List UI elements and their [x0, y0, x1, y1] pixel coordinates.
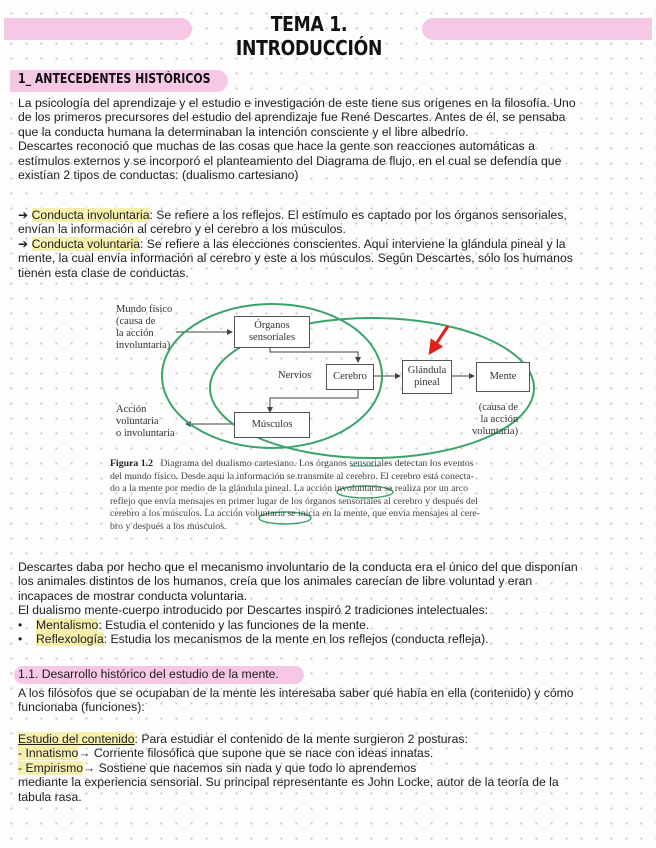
text-line: mente, la cual envía información al cerebro y este a los músculos. Según Descartes, sólo los humanos [18, 251, 573, 266]
text-span: : Se refiere a las elecciones conscientes. Aquí interviene la glándula pineal y la [140, 236, 566, 251]
text-line: tabula rasa. [18, 789, 82, 804]
text-span: : Para estudiar el contenido de la mente surgieron 2 posturas: [134, 732, 468, 746]
title-bar [4, 8, 652, 60]
text-line: del mundo físico. Desde aquí la información se transmite al cerebro. El cerebro está conecta- [110, 470, 474, 482]
tradition-term: Reflexología [36, 632, 104, 647]
section-heading-text: 1_ ANTECEDENTES HISTÓRICOS [18, 72, 211, 87]
innatismo-term: - Innatismo [18, 746, 79, 761]
conduct-types [18, 208, 638, 280]
tradition-term: Mentalismo [36, 617, 99, 632]
text-line: Descartes daba por hecho que el mecanismo involuntario de la conducta era el único del que disponían [18, 560, 578, 574]
text-line: El dualismo mente-cuerpo introducido por Descartes inspiró 2 tradiciones intelectuales: [18, 603, 489, 618]
label-accion [116, 404, 175, 440]
subsection-paragraph [18, 686, 638, 715]
text-line: Glándula [407, 365, 447, 376]
voluntary-term: Conducta voluntaria [31, 236, 141, 251]
text-line: Mundo físico [116, 304, 173, 315]
text-line: existían 2 tipos de conductas: (dualismo cartesiano) [18, 168, 299, 183]
contenido-paragraph [18, 732, 638, 804]
label-mundo-fisico [116, 304, 172, 352]
text-line: bro y después a los músculos. [110, 520, 227, 532]
label-nervios: Nervios [278, 370, 312, 381]
text-line: de los primeros precursores del estudio del aprendizaje fue René Descartes. Antes de él, se pensaba [18, 110, 566, 125]
subsection-heading-text: 1.1. Desarrollo histórico del estudio de la mente. [18, 667, 279, 681]
section-heading [10, 70, 228, 92]
cartesian-dualism-figure [110, 302, 540, 542]
text-span: : Estudia los mecanismos de la mente en los reflejos (conducta refleja). [103, 632, 489, 647]
list-item [18, 632, 638, 646]
box-cerebro: Cerebro [326, 364, 374, 390]
text-line: involuntaria) [116, 340, 171, 351]
page-title: TEMA 1. INTRODUCCIÓN [235, 12, 383, 60]
text-span: Diagrama del dualismo cartesiano. Los órganos sensoriales detectan los eventos [160, 458, 474, 469]
text-line: A los filósofos que se ocupaban de la mente les interesaba saber qué había en ella (contenido) y cómo [18, 686, 574, 700]
text-line: cerebro a los músculos. La acción voluntaria se inicia en la mente, que envía mensajes al cere- [110, 508, 480, 520]
text-line: que la conducta humana la determinaban la intención consciente y el libre albedrío. [18, 124, 469, 139]
involuntary-term: Conducta involuntaria [31, 208, 150, 222]
title-highlight-right [422, 18, 652, 40]
text-line: mediante la experiencia sensorial. Su principal representante es John Locke, autor de la teoría de la [18, 775, 559, 790]
text-line: la acción [116, 328, 154, 339]
text-line: envían la información al cerebro y el cerebro a los músculos. [18, 222, 346, 237]
figure-caption [110, 458, 540, 534]
box-organos-sensoriales [234, 316, 310, 348]
text-line: pineal [414, 377, 440, 388]
list-item [18, 618, 638, 632]
text-line: sensoriales [248, 332, 296, 343]
red-arrow-icon [432, 326, 448, 350]
label-causa-voluntaria [472, 402, 518, 438]
text-span: → Sostiene que nacemos sin nada y que todo lo aprendemos [83, 760, 417, 775]
text-line: (causa de [116, 316, 156, 327]
caption-label: Figura 1.2 [110, 458, 153, 469]
text-line: (causa de [478, 402, 519, 413]
text-line: funcionaba (funciones): [18, 700, 145, 715]
text-line: do a la mente por medio de la glándula pineal. La acción involuntaria se realiza por un arco [110, 483, 468, 495]
after-figure-paragraph [18, 560, 638, 646]
box-musculos: Músculos [234, 412, 310, 438]
text-line: voluntaria [116, 416, 159, 427]
intro-paragraph [18, 96, 638, 182]
text-span: : Estudia el contenido y las funciones de la mente. [98, 617, 370, 632]
text-span: → Corriente filosófica que supone que se nace con ideas innatas. [78, 746, 434, 761]
text-line: reflejo que envía mensajes en primer lugar de los órganos sensoriales al cerebro y después del [110, 495, 478, 507]
text-line: incapaces de mostrar conducta voluntaria. [18, 588, 247, 603]
text-line: la acción [480, 414, 519, 425]
arrow-icon: ➔ [18, 208, 29, 222]
text-line: Acción [116, 404, 147, 415]
contenido-term: Estudio del contenido [18, 732, 135, 746]
text-line: voluntaria) [472, 426, 519, 437]
text-line: Órganos [254, 320, 290, 331]
text-line: estímulos externos y se incorporó el planteamiento del Diagrama de flujo, en el cual se defendía que [18, 153, 562, 168]
title-highlight-left [4, 18, 192, 40]
arrow-icon: ➔ [18, 236, 29, 251]
arrow-organos-cerebro [270, 348, 358, 362]
text-line: tienen esta clase de conductas. [18, 265, 189, 280]
arrow-cerebro-musculos [270, 390, 358, 412]
text-line: los animales distintos de los humanos, creía que los animales carecían de libre voluntad y eran [18, 574, 533, 589]
empirismo-term: - Empirismo [18, 760, 84, 775]
text-line: o involuntaria [116, 428, 175, 439]
text-line: La psicología del aprendizaje y el estudio e investigación de este tiene sus orígenes en la filosofía. Uno [18, 96, 576, 110]
box-mente: Mente [476, 362, 530, 392]
text-line: Descartes reconoció que muchas de las cosas que hace la gente son reacciones automáticas a [18, 139, 535, 154]
text-span: : Se refiere a los reflejos. El estímulo es captado por los órganos sensoriales, [149, 208, 567, 222]
box-glandula-pineal [402, 360, 452, 394]
subsection-heading [14, 666, 304, 684]
